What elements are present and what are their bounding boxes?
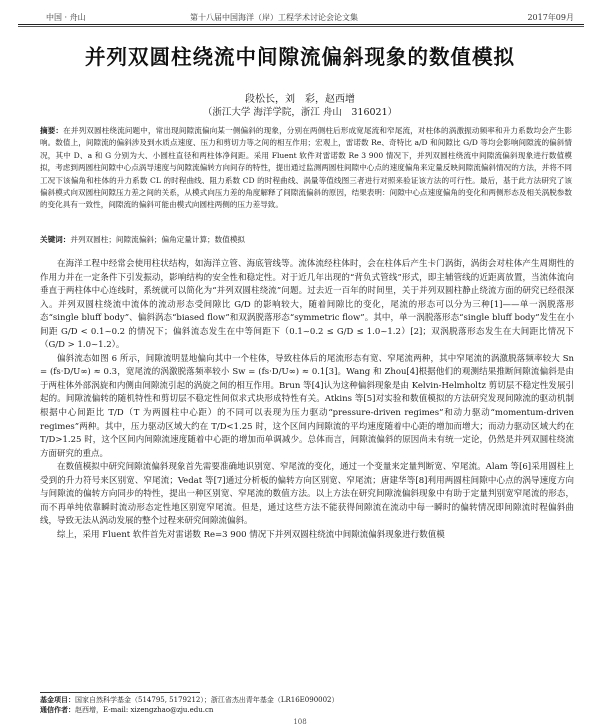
affiliation: （浙江大学 海洋学院，浙江 舟山 316021）	[202, 107, 398, 118]
footnote	[40, 695, 580, 715]
keywords-label: 关键词：	[40, 235, 71, 244]
body-paragraph-2: 偏斜流态如图 6 所示，间隙流明显地偏向其中一个柱体，导致柱体后的尾流形态有宽、窄尾流两种，其中窄尾流的涡激脱落频率较大 Sn = (fs·D/U∞) ≈ 0.3，宽尾流的涡激脱落频率较小 Sw = (fs·D/U∞) ≈ 0.1[3]。Wang 和 Zhou[4]根据他们的观测结果推断间隙流偏斜是由于两柱体外部涡旋和内侧由间隙流引起的涡旋之间的相互作用。Brun 等[4]认为这种偏斜现象是由 Kelvin-Helmholtz 剪切层不稳定性发展引起的。间隙流偏转的随机特性和剪切层不稳定性间似求式块形成特性有关。Atkins 等[5]对实验和数值模拟的方法研究发现间隙流的驱动机制根据中心间距比 T/D（T 为两圆柱中心距）的不同可以表现为压力驱动“pressure-driven regimes”和动力驱动“momentum-driven regimes”两种。其中，压力驱动区域大约在 T/D<1.25 时，这个区间内间隙流的平均速度随着中心距的增加而增大；而动力驱动区域大约在 T/D>1.25 时，这个区间内间隙流速度随着中心距的增加而单调减少。总体而言，间隙流偏斜的原因尚未有统一定论，仍然是并列双圆柱绕流方面研究的重点。	[40, 353, 574, 459]
corresponding-author-line	[40, 705, 580, 715]
funding-text: 国家自然科学基金（514795, 5179212）；浙江省杰出青年基金（LR16E090002）	[75, 696, 339, 704]
header-proceedings: 第十八届中国海洋（岸）工程学术讨论会论文集	[190, 13, 358, 22]
abstract	[40, 125, 572, 212]
funding-line	[40, 695, 580, 705]
footnote-rule	[40, 692, 200, 693]
page-number: 108	[293, 718, 307, 726]
keywords-text: 并列双圆柱；间隙流偏斜；偏角定量计算；数值模拟	[70, 235, 246, 244]
header-date: 2017年09月	[527, 13, 574, 22]
header-location: 中国 · 舟山	[46, 13, 86, 22]
keywords	[40, 234, 572, 246]
header-rule	[18, 24, 584, 27]
body-paragraph-1: 在海洋工程中经常会使用柱状结构，如海洋立管、海底管线等。流体流经柱体时，会在柱体后产生卡门涡街，涡街会对柱体产生周期性的作用力并在一定条件下引发振动，影响结构的安全性和稳定性。对于近几年出现的“背负式管线”形式，即主辅管线的近距离放置，当流体流向垂直于两柱体中心连线时，系统就可以简化为“并列双圆柱绕流”问题。过去近一百年的时间里，关于并列双圆柱静止绕流方面的研究已经很深入。并列双圆柱绕流中流体的流动形态受间隙比 G/D 的影响较大，随着间隙比的变化，尾流的形态可以分为三种[1]——单一涡脱落形态“single bluff body”、偏斜涡态“biased flow”和双涡脱落形态“symmetric flow”。其中，单一涡脱落形态“single bluff body”发生在小间距 G/D < 0.1~0.2 的情况下；偏斜流态发生在中等间距下（0.1~0.2 ≤ G/D ≤ 1.0~1.2）[2]；双涡脱落形态发生在大间距比情况下（G/D > 1.0~1.2）。	[40, 259, 574, 351]
body-paragraph-3: 在数值模拟中研究间隙流偏斜现象首先需要准确地识别宽、窄尾流的变化，通过一个变量来定量判断宽、窄尾流。Alam 等[6]采用圆柱上受到的升力符号来区别宽、窄尾流；Vedat 等[7]通过分析板的偏转方向区别宽、窄尾流；唐建华等[8]利用两圆柱间隙中心点的涡导速度方向与间隙流的偏转方向同步的特性，提出一种区别宽、窄尾流的数值方法。以上方法在研究间隙流偏斜现象中有助于定量判别宽窄尾流的形态，而不再单纯依靠瞬时流动形态定性地区别宽窄尾流。但是，通过这些方法不能获得间隙流在流动中每一瞬时的偏转情况即间隙流时程偏斜曲线，导致无法从涡动发展的整个过程来研究间隙流偏斜。	[40, 462, 574, 527]
author-contact: 赵西增，E-mail: xizengzhao@zju.edu.cn	[75, 706, 214, 714]
paper-title: 并列双圆柱绕流中间隙流偏斜现象的数值模拟	[85, 45, 515, 69]
author-label: 通信作者：	[40, 705, 75, 714]
abstract-label: 摘要：	[40, 126, 64, 135]
authors: 段松长，刘 彩，赵西增	[245, 94, 355, 105]
abstract-text: 在并列双圆柱绕流问题中，常出现间隙流偏向某一侧偏斜的现象，分别在两侧柱后形成宽尾流和窄尾流，对柱体的涡激振动频率和升力系数均会产生影响。数值上，间隙流的偏斜涉及到水质点速度、压力和剪切力等之间的相互作用；宏观上，雷诺数 Re、奇特比 a/D 和间隙比 G/D 等均会影响间隙流的偏斜情况，其中 D、a 和 G 分别为大、小圆柱直径和两柱体净间距。采用 Fluent 软件对雷诺数 Re 3 900 情况下，并列双圆柱绕流中间隙流偏斜现象进行数值模拟，考虑到两圆柱间隙中心点涡导速度与间隙流偏转方向间存的特性，提出通过监测两圆柱间隙中心点的速度偏角来定量反映间隙流偏斜情况的方法，并将不同工况下该偏角和柱体的升力系数 CL 的时程曲线、阻力系数 CD 的时程曲线、涡量等值线图三者进行对照来验证该方法的可行性。最后，基于此方法研究了该偏斜模式向双圆柱间隙压力差之间的关系，从模式向压力差的角度解释了间隙流偏斜的原因，结果表明：间隙中心点速度偏角的变化和两侧形态及相关涡脱参数的变化具有一致性，间隙流的偏斜可能由模式向圆柱两侧的压力差导致。	[40, 126, 572, 210]
body-text	[40, 258, 574, 542]
body-paragraph-4: 综上，采用 Fluent 软件首先对雷诺数 Re=3 900 情况下并列双圆柱绕流中间隙流偏斜现象进行数值模	[57, 529, 445, 540]
funding-label: 基金项目：	[40, 695, 75, 704]
